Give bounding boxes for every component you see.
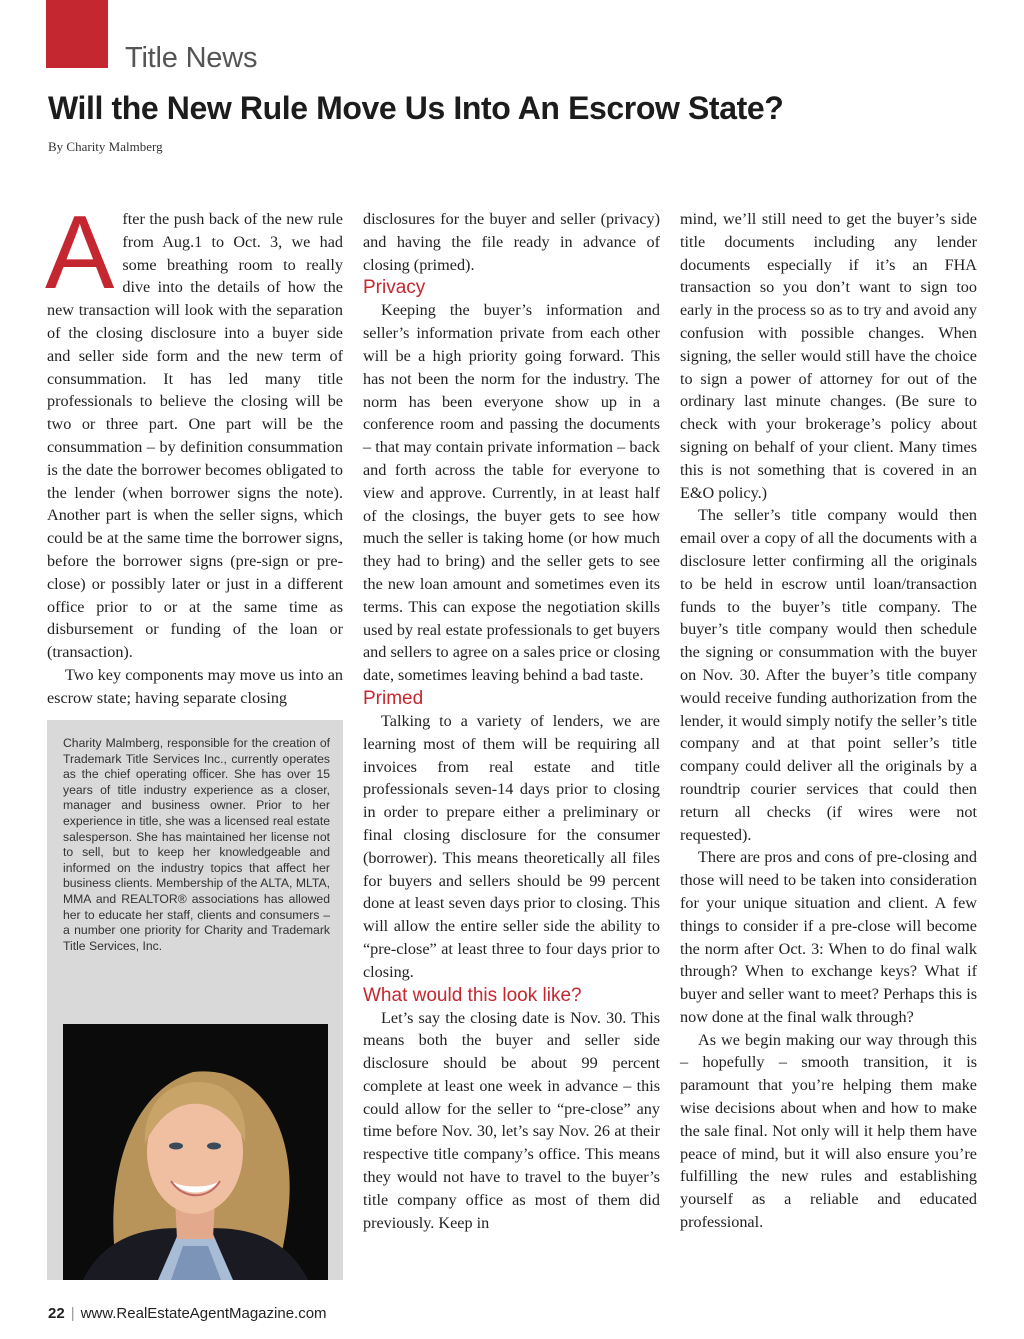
- author-bio-box: [47, 720, 343, 1280]
- footer-divider: |: [70, 1305, 75, 1322]
- page-footer: [48, 1305, 327, 1322]
- column-3: [680, 208, 977, 1234]
- paragraph: The seller’s title company would then email over a copy of all the documents with a disclosure letter confirming all the originals to be held in escrow until loan/transaction funds to the buyer’s title company. The buyer’s title company would then schedule the signing or consummation with the buyer on Nov. 30. After the buyer’s title company would receive funding authorization from the lender, it would simply notify the seller’s title company and at that point seller’s title company could deliver all the originals by a roundtrip courier services that could then return all checks (if wires were not requested).: [680, 506, 977, 844]
- author-photo: [63, 1024, 328, 1280]
- section-label: Title News: [125, 42, 258, 74]
- paragraph: There are pros and cons of pre-closing and those will need to be taken into consideration for your unique situation and client. A few things to consider if a pre-close will become the norm after Oct. 3: When to do final walk through? When to exchange keys? What if buyer and seller want to meet? Perhaps this is now done at the final walk through?: [680, 848, 977, 1026]
- author-bio-text: Charity Malmberg, responsible for the creation of Trademark Title Services Inc., currently operates as the chief operating officer. She has over 15 years of title industry experience as a closer, manager and business owner. Prior to her experience in title, she was a licensed real estate salesperson. She has maintained her license not to sell, but to keep her knowledgeable and informed on the industry topics that affect her business clients. Membership of the ALTA, MLTA, MMA and REALTOR® associations has allowed her to educate her staff, clients and consumers – a number one priority for Charity and Trademark Title Services, Inc.: [63, 736, 330, 953]
- column-1: [45, 195, 343, 710]
- paragraph: As we begin making our way through this – hopefully – smooth transition, it is paramount that you’re helping them make wise decisions about when and how to make the sale final. Not only will it help them have peace of mind, but it will also ensure you’re fulfilling the new rules and establishing yourself as a reliable and educated professional.: [680, 1030, 977, 1232]
- drop-cap: A: [45, 195, 115, 311]
- subhead-privacy: Privacy: [363, 277, 426, 299]
- paragraph: disclosures for the buyer and seller (privacy) and having the file ready in advance of closing (primed).: [363, 210, 660, 274]
- paragraph: Keeping the buyer’s information and seller’s information private from each other will be a high priority going forward. This has not been the norm for the industry. The norm has been everyone show up in a conference room and passing the documents – that may contain private information – back and forth across the table for everyone to view and approve. Currently, in at least half of the closings, the buyer gets to see how much the seller is taking home (or how much they had to bring) and the seller gets to see the new loan amount and sometimes even its terms. This can expose the negotiation skills used by real estate professionals to get buyers and sellers to agree on a sales price or closing date, sometimes leaving behind a bad taste.: [363, 301, 660, 685]
- column-2: [363, 208, 660, 1234]
- headline: Will the New Rule Move Us Into An Escrow State?: [48, 90, 784, 126]
- byline: By Charity Malmberg: [48, 139, 163, 154]
- author-portrait-image: [63, 1024, 328, 1280]
- paragraph: Talking to a variety of lenders, we are learning most of them will be requiring all invoices from real estate and title professionals seven-14 days prior to closing in order to prepare either a preliminary or final closing disclosure for the consumer (borrower). This means theoretically all files for buyers and sellers should be 99 percent done at least seven days prior to closing. This will allow the entire seller side the ability to “pre-close” at least three to four days prior to closing.: [363, 711, 660, 981]
- subhead-primed: Primed: [363, 687, 424, 709]
- paragraph: Let’s say the closing date is Nov. 30. This means both the buyer and seller side disclosure should be about 99 percent complete at least one week in advance – this could allow for the seller to “pre-close” any time before Nov. 30, let’s say Nov. 26 at their respective title company’s office. This means they would not have to travel to the buyer’s title company office as most of them did previously. Keep in: [363, 1008, 660, 1232]
- page-number: 22: [48, 1305, 65, 1322]
- paragraph: mind, we’ll still need to get the buyer’s side title documents including any lender documents especially if it’s an FHA transaction so you don’t want to sign too early in the process so as to try and avoid any confusion with possible changes. When signing, the seller would still have the choice to sign a power of attorney for out of the ordinary last minute changes. (Be sure to check with your brokerage’s policy about signing on behalf of your client. Many times this is not something that is covered in an E&O policy.): [680, 210, 977, 502]
- subhead-what-would-this-look-like: What would this look like?: [363, 984, 582, 1006]
- section-color-block: [46, 0, 108, 68]
- footer-url: www.RealEstateAgentMagazine.com: [80, 1305, 327, 1322]
- paragraph: fter the push back of the new rule from Aug.1 to Oct. 3, we had some breathing room to really dive into the details of how the new transaction will look with the separation of the closing disclosure into a buyer side and seller side form and the new term of consummation. It has led many title professionals to believe the closing will be two or three part. One part will be the consummation – by definition consummation is the date the borrower becomes obligated to the lender (when borrower signs the note). Another part is when the seller signs, which could be at the same time the borrower signs, before the borrower signs (pre-sign or pre-close) or possibly later or just in a different office prior to or at the same time as disbursement or funding of the loan or (transaction).: [47, 210, 343, 662]
- paragraph: Two key components may move us into an escrow state; having separate closing: [47, 665, 343, 707]
